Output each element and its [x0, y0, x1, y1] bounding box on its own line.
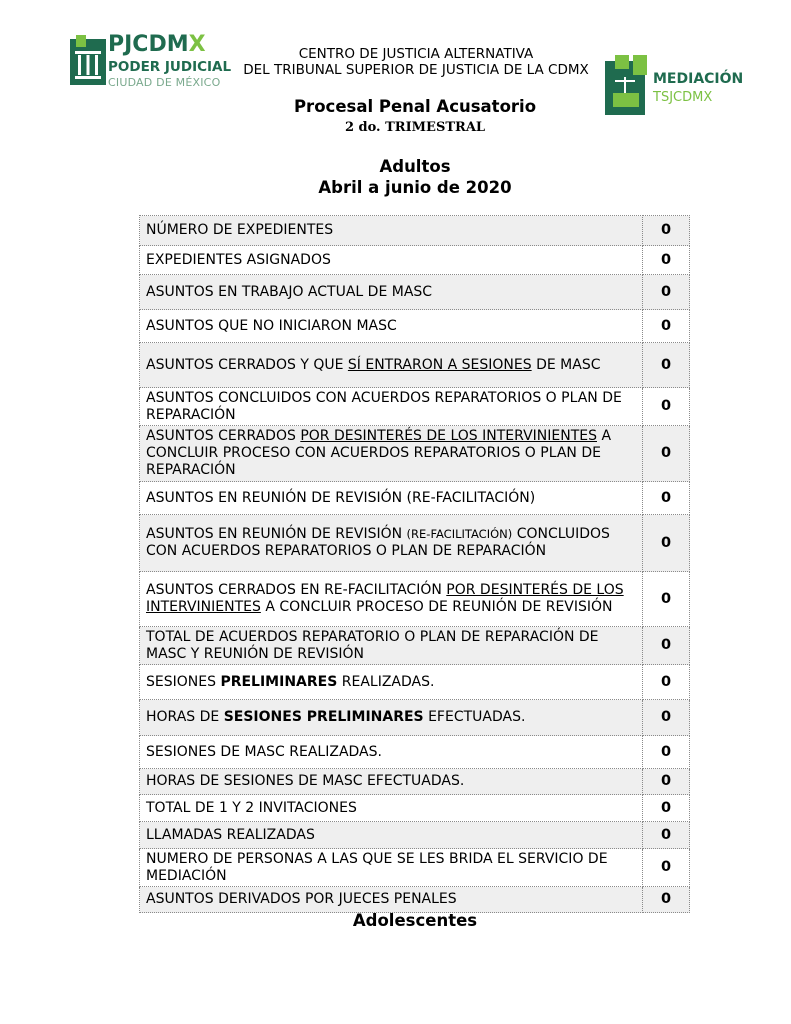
row-value: 0	[643, 388, 690, 426]
row-value: 0	[643, 246, 690, 275]
table-row	[140, 887, 690, 913]
row-label: TOTAL DE ACUERDOS REPARATORIO O PLAN DE REPARACIÓN DE MASC Y REUNIÓN DE REVISIÓN	[140, 627, 643, 665]
row-label: ASUNTOS DERIVADOS POR JUECES PENALES	[140, 887, 643, 913]
logo-right-line-2: TSJCDMX	[653, 90, 713, 105]
logo-right-line-1: MEDIACIÓN	[653, 71, 744, 87]
table-row	[140, 426, 690, 482]
logo-line-ciudad: CIUDAD DE MÉXICO	[108, 76, 221, 89]
table-row	[140, 216, 690, 246]
section-title-adolescentes: Adolescentes	[352, 911, 478, 930]
table-row	[140, 388, 690, 426]
table-row	[140, 736, 690, 769]
row-value: 0	[643, 216, 690, 246]
table-row	[140, 665, 690, 700]
table-row	[140, 849, 690, 887]
document-title: Procesal Penal Acusatorio	[293, 97, 537, 116]
row-label: SESIONES DE MASC REALIZADAS.	[140, 736, 643, 769]
row-value: 0	[643, 275, 690, 310]
table-row	[140, 572, 690, 627]
row-label: HORAS DE SESIONES PRELIMINARES EFECTUADAS.	[140, 700, 643, 736]
row-label: ASUNTOS QUE NO INICIARON MASC	[140, 310, 643, 343]
row-value: 0	[643, 769, 690, 795]
row-label: ASUNTOS EN REUNIÓN DE REVISIÓN (RE-FACILITACIÓN) CONCLUIDOS CON ACUERDOS REPARATORIOS O PLAN DE REPARACIÓN	[140, 515, 643, 572]
row-label: NÚMERO DE EXPEDIENTES	[140, 216, 643, 246]
row-value: 0	[643, 849, 690, 887]
row-value: 0	[643, 736, 690, 769]
row-value: 0	[643, 627, 690, 665]
table-row	[140, 275, 690, 310]
table-row	[140, 795, 690, 822]
row-label: TOTAL DE 1 Y 2 INVITACIONES	[140, 795, 643, 822]
row-label: LLAMADAS REALIZADAS	[140, 822, 643, 849]
header-line-2: DEL TRIBUNAL SUPERIOR DE JUSTICIA DE LA CDMX	[243, 62, 589, 78]
header-line-1: CENTRO DE JUSTICIA ALTERNATIVA	[298, 46, 534, 62]
row-value: 0	[643, 795, 690, 822]
row-value: 0	[643, 426, 690, 482]
row-value: 0	[643, 515, 690, 572]
row-value: 0	[643, 665, 690, 700]
logo-line-poder-judicial: PODER JUDICIAL	[108, 59, 232, 75]
row-value: 0	[643, 572, 690, 627]
row-label: ASUNTOS EN REUNIÓN DE REVISIÓN (RE-FACILITACIÓN)	[140, 482, 643, 515]
row-value: 0	[643, 310, 690, 343]
row-label: ASUNTOS CERRADOS EN RE-FACILITACIÓN POR DESINTERÉS DE LOS INTERVINIENTES A CONCLUIR PROCESO DE REUNIÓN DE REVISIÓN	[140, 572, 643, 627]
report-period: Abril a junio de 2020	[318, 178, 512, 197]
row-label: ASUNTOS CERRADOS Y QUE SÍ ENTRARON A SESIONES DE MASC	[140, 343, 643, 388]
table-row	[140, 700, 690, 736]
row-label: HORAS DE SESIONES DE MASC EFECTUADAS.	[140, 769, 643, 795]
table-row	[140, 627, 690, 665]
document-subtitle: 2 do. TRIMESTRAL	[344, 120, 486, 135]
table-row	[140, 246, 690, 275]
row-label: ASUNTOS CERRADOS POR DESINTERÉS DE LOS INTERVINIENTES A CONCLUIR PROCESO CON ACUERDOS REPARATORIOS O PLAN DE REPARACIÓN	[140, 426, 643, 482]
table-row	[140, 310, 690, 343]
poder-judicial-logo	[70, 32, 232, 95]
row-label: EXPEDIENTES ASIGNADOS	[140, 246, 643, 275]
row-label: NUMERO DE PERSONAS A LAS QUE SE LES BRIDA EL SERVICIO DE MEDIACIÓN	[140, 849, 643, 887]
table-row	[140, 822, 690, 849]
row-value: 0	[643, 343, 690, 388]
table-row	[140, 482, 690, 515]
table-row	[140, 769, 690, 795]
pjcdmx-emblem-icon	[70, 35, 106, 87]
row-value: 0	[643, 482, 690, 515]
table-row	[140, 343, 690, 388]
row-value: 0	[643, 887, 690, 913]
row-value: 0	[643, 822, 690, 849]
statistics-table	[139, 215, 690, 913]
table-row	[140, 515, 690, 572]
section-title-adultos: Adultos	[379, 157, 451, 176]
row-value: 0	[643, 700, 690, 736]
row-label: ASUNTOS EN TRABAJO ACTUAL DE MASC	[140, 275, 643, 310]
row-label: SESIONES PRELIMINARES REALIZADAS.	[140, 665, 643, 700]
logo-brand-text: PJCDMX	[108, 32, 206, 57]
row-label: ASUNTOS CONCLUIDOS CON ACUERDOS REPARATORIOS O PLAN DE REPARACIÓN	[140, 388, 643, 426]
